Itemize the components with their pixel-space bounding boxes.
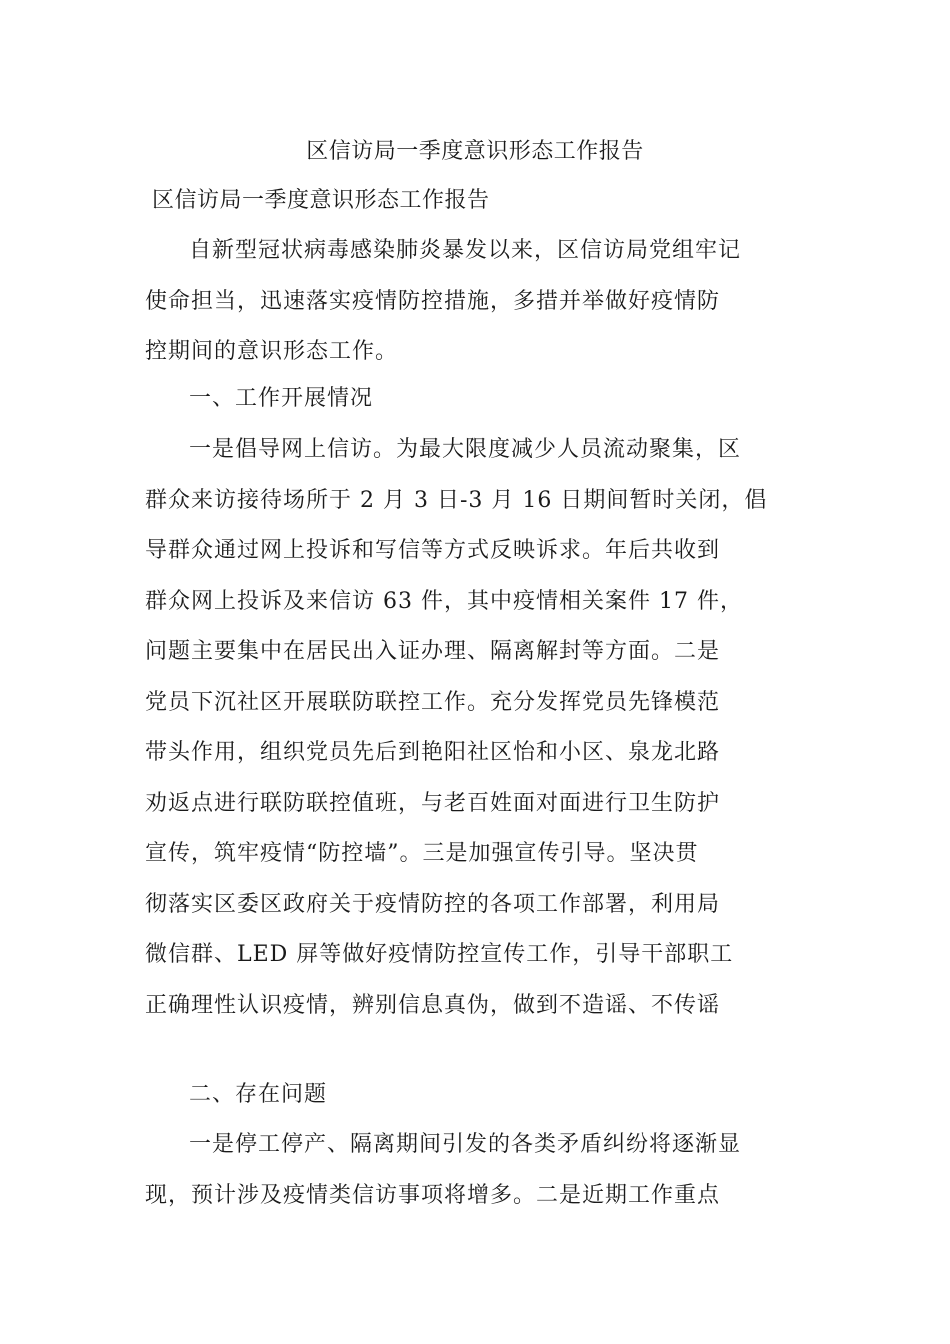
section1-line: 一是倡导网上信访。为最大限度减少人员流动聚集，区: [189, 437, 742, 462]
intro-line: 自新型冠状病毒感染肺炎暴发以来，区信访局党组牢记: [189, 238, 742, 263]
section2-heading: 二、存在问题: [189, 1082, 328, 1107]
section1-line: 群众来访接待场所于 2 月 3 日-3 月 16 日期间暂时关闭，倡: [145, 487, 768, 513]
document-subtitle: 区信访局一季度意识形态工作报告: [152, 188, 490, 213]
intro-line: 控期间的意识形态工作。: [145, 339, 399, 364]
section1-line: 群众网上投诉及来信访 63 件，其中疫情相关案件 17 件，: [145, 588, 743, 614]
section1-line: 导群众通过网上投诉和写信等方式反映诉求。年后共收到: [145, 538, 721, 563]
section1-line: 带头作用，组织党员先后到艳阳社区怡和小区、泉龙北路: [145, 740, 721, 765]
section1-line: 问题主要集中在居民出入证办理、隔离解封等方面。二是: [145, 639, 721, 664]
section2-line: 一是停工停产、隔离期间引发的各类矛盾纠纷将逐渐显: [189, 1132, 742, 1157]
section1-line: 彻落实区委区政府关于疫情防控的各项工作部署，利用局: [145, 891, 721, 917]
section1-line: 党员下沉社区开展联防联控工作。充分发挥党员先锋模范: [145, 689, 721, 715]
intro-paragraph: [145, 226, 810, 378]
section1-heading-block: [145, 374, 810, 425]
section1-line: 劝返点进行联防联控值班，与老百姓面对面进行卫生防护: [145, 790, 721, 816]
section2-heading-block: [145, 1070, 810, 1121]
section1-heading: 一、工作开展情况: [189, 386, 374, 411]
section1-paragraph: [145, 425, 810, 1031]
section1-line: 正确理性认识疫情，辨别信息真伪，做到不造谣、不传谣: [145, 992, 721, 1018]
intro-line: 使命担当，迅速落实疫情防控措施，多措并举做好疫情防: [145, 288, 721, 314]
document-title: 区信访局一季度意识形态工作报告: [306, 139, 644, 164]
section2-paragraph: [145, 1120, 810, 1221]
section1-line: 微信群、LED 屏等做好疫情防控宣传工作，引导干部职工: [145, 942, 734, 967]
section2-line: 现，预计涉及疫情类信访事项将增多。二是近期工作重点: [145, 1182, 721, 1208]
section1-line: 宣传，筑牢疫情“防控墙”。三是加强宣传引导。坚决贯: [145, 841, 699, 866]
